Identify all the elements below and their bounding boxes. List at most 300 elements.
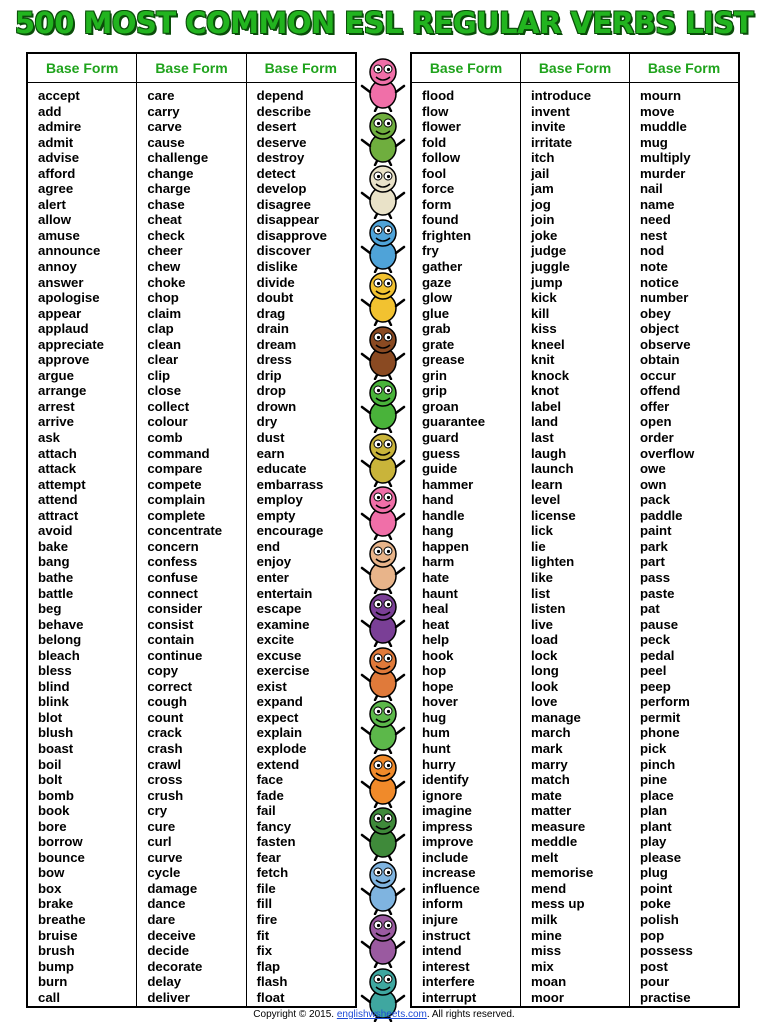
verb-item: beg	[38, 601, 62, 617]
verb-item: kick	[531, 290, 557, 306]
verb-item: guess	[422, 445, 461, 461]
verb-item: guide	[422, 461, 458, 477]
verb-item: drop	[256, 383, 286, 399]
verb-item: need	[640, 212, 671, 228]
verb-item: knit	[531, 352, 555, 368]
verb-item: attract	[38, 507, 79, 523]
verb-item: announce	[38, 243, 101, 259]
verb-item: paint	[640, 523, 672, 539]
verb-item: divide	[256, 274, 295, 290]
verb-column	[136, 54, 245, 1006]
verb-item: mix	[531, 958, 554, 974]
purple-dragon-monster-icon	[357, 589, 409, 647]
verb-item: deceive	[147, 927, 196, 943]
verb-item: live	[531, 616, 553, 632]
verb-item: crash	[147, 740, 183, 756]
verb-item: drain	[256, 321, 289, 337]
verb-item: moor	[531, 989, 564, 1005]
verb-item: pause	[640, 616, 679, 632]
verb-item: compete	[147, 476, 202, 492]
verb-item: launch	[531, 461, 574, 477]
verb-item: attend	[38, 492, 78, 508]
verb-item: chop	[147, 290, 179, 306]
verb-item: accept	[38, 88, 80, 103]
column-header: Base Form	[412, 54, 520, 83]
verb-item: book	[38, 803, 70, 819]
verb-item: knock	[531, 367, 570, 383]
verb-item: dare	[147, 911, 176, 927]
verb-item: deliver	[147, 989, 190, 1005]
verb-item: note	[640, 259, 668, 275]
verb-item: phone	[640, 725, 680, 741]
verb-item: examine	[256, 616, 310, 632]
verb-item: notice	[640, 274, 679, 290]
verb-item: bang	[38, 554, 70, 570]
verb-column	[412, 54, 520, 1006]
verb-item: nod	[640, 243, 665, 259]
verb-item: look	[531, 678, 559, 694]
page-title: 500 MOST COMMON ESL REGULAR VERBS LIST	[14, 6, 754, 40]
verb-item: collect	[147, 398, 190, 414]
verb-item: long	[531, 663, 559, 679]
verb-item: contain	[147, 632, 195, 648]
verb-item: blind	[38, 678, 70, 694]
verb-item: brush	[38, 943, 75, 959]
verb-item: license	[531, 507, 576, 523]
verb-item: hop	[422, 663, 447, 679]
verb-item: march	[531, 725, 571, 741]
verb-item: boast	[38, 740, 74, 756]
verb-item: grin	[422, 367, 447, 383]
verb-item: peep	[640, 678, 671, 694]
verb-item: hunt	[422, 740, 451, 756]
verb-item: matter	[531, 803, 572, 819]
verb-item: disapprove	[256, 227, 328, 243]
verb-item: flash	[256, 974, 288, 990]
verb-item: like	[531, 569, 553, 585]
verb-item: level	[531, 492, 561, 508]
green-crocodile-monster-icon	[357, 375, 409, 433]
purple-bat-monster-icon	[357, 910, 409, 968]
verb-item: polish	[640, 911, 679, 927]
verb-item: kiss	[531, 321, 557, 337]
verb-item: fool	[422, 165, 447, 181]
verb-item: grate	[422, 336, 455, 352]
verb-item: flow	[422, 103, 449, 119]
verb-item: nail	[640, 181, 663, 197]
verb-item: agree	[38, 181, 74, 197]
verb-item: fit	[256, 927, 270, 943]
verb-item: fold	[422, 134, 447, 150]
verb-item: pop	[640, 927, 665, 943]
verb-item: allow	[38, 212, 71, 228]
verb-item: heal	[422, 601, 449, 617]
verb-item: battle	[38, 585, 74, 601]
verb-item: help	[422, 632, 450, 648]
verb-item: breathe	[38, 911, 86, 927]
verb-item: boil	[38, 756, 62, 772]
verb-item: love	[531, 694, 558, 710]
verb-item: lock	[531, 647, 558, 663]
verb-item: educate	[256, 461, 307, 477]
verb-item: cause	[147, 134, 185, 150]
verb-item: float	[256, 989, 285, 1005]
verb-item: name	[640, 196, 675, 212]
verb-item: practise	[640, 989, 691, 1005]
verb-item: chase	[147, 196, 185, 212]
verb-item: land	[531, 414, 559, 430]
verb-item: offend	[640, 383, 681, 399]
verb-item: nest	[640, 227, 668, 243]
verb-item: gaze	[422, 274, 452, 290]
verb-item: cheat	[147, 212, 182, 228]
verb-item: fetch	[256, 865, 289, 881]
verb-item: pass	[640, 569, 671, 585]
verb-item: bathe	[38, 569, 74, 585]
verb-item: hover	[422, 694, 458, 710]
verb-item: fry	[422, 243, 439, 259]
pink-pig-monster-icon	[357, 54, 409, 112]
verb-item: fade	[256, 787, 284, 803]
verb-item: curve	[147, 849, 183, 865]
verb-item: pine	[640, 772, 668, 788]
verb-item: afford	[38, 165, 76, 181]
verb-item: judge	[531, 243, 567, 259]
verb-item: plan	[640, 803, 668, 819]
verb-item: carve	[147, 119, 182, 135]
verb-item: milk	[531, 911, 558, 927]
verb-item: jam	[531, 181, 554, 197]
verb-item: challenge	[147, 150, 209, 166]
verb-item: concern	[147, 538, 199, 554]
verb-item: bless	[38, 663, 72, 679]
verb-item: extend	[256, 756, 300, 772]
verb-item: cheer	[147, 243, 183, 259]
verb-item: exist	[256, 678, 287, 694]
verb-item: groan	[422, 398, 459, 414]
verb-item: dust	[256, 430, 285, 446]
verb-column	[629, 54, 738, 1006]
verb-item: crush	[147, 787, 184, 803]
verb-item: charge	[147, 181, 191, 197]
verb-item: disappear	[256, 212, 319, 228]
verb-item: poke	[640, 896, 671, 912]
verb-item: invite	[531, 119, 566, 135]
verb-item: copy	[147, 663, 179, 679]
verb-item: order	[640, 430, 674, 446]
verb-item: crawl	[147, 756, 182, 772]
verb-item: object	[640, 321, 679, 337]
verb-item: cycle	[147, 865, 181, 881]
verb-item: owe	[640, 461, 666, 477]
verb-item: memorise	[531, 865, 594, 881]
verb-item: enter	[256, 569, 289, 585]
verb-item: meddle	[531, 834, 578, 850]
verb-item: peel	[640, 663, 667, 679]
verb-item: marry	[531, 756, 568, 772]
verb-list	[137, 83, 245, 1005]
verb-item: knot	[531, 383, 559, 399]
verb-item: excuse	[256, 647, 302, 663]
verb-item: expect	[256, 709, 299, 725]
verb-item: decide	[147, 943, 190, 959]
verb-item: dress	[256, 352, 292, 368]
verb-column	[520, 54, 629, 1006]
verb-column	[246, 54, 355, 1006]
verb-item: destroy	[256, 150, 305, 166]
verb-item: discover	[256, 243, 311, 259]
frankenstein-monster-icon	[357, 803, 409, 861]
verb-item: cure	[147, 818, 176, 834]
verb-item: hate	[422, 569, 450, 585]
verb-item: close	[147, 383, 182, 399]
verb-item: invent	[531, 103, 570, 119]
column-header: Base Form	[247, 54, 355, 83]
verb-item: attempt	[38, 476, 86, 492]
verb-item: point	[640, 880, 673, 896]
verb-item: check	[147, 227, 185, 243]
verb-item: dry	[256, 414, 278, 430]
verb-item: bow	[38, 865, 65, 881]
copyright-footer	[0, 1009, 768, 1020]
verb-item: bruise	[38, 927, 78, 943]
verb-item: develop	[256, 181, 307, 197]
verb-item: chew	[147, 259, 181, 275]
verb-item: behave	[38, 616, 84, 632]
verb-item: load	[531, 632, 559, 648]
verb-item: kneel	[531, 336, 565, 352]
verb-item: bolt	[38, 772, 63, 788]
verb-item: impress	[422, 818, 473, 834]
green-reading-monster-icon	[357, 696, 409, 754]
verb-item: clear	[147, 352, 179, 368]
verb-item: count	[147, 709, 184, 725]
column-header: Base Form	[521, 54, 629, 83]
verb-item: burn	[38, 974, 68, 990]
verb-item: fasten	[256, 834, 296, 850]
verb-item: intend	[422, 943, 462, 959]
verb-item: blink	[38, 694, 69, 710]
verb-item: compare	[147, 461, 203, 477]
verb-item: drown	[256, 398, 297, 414]
mascot-strip	[357, 40, 409, 1010]
verb-item: injure	[422, 911, 458, 927]
verb-item: interrupt	[422, 989, 477, 1005]
verb-item: mate	[531, 787, 562, 803]
verb-item: place	[640, 787, 674, 803]
verb-item: fancy	[256, 818, 292, 834]
verb-item: grip	[422, 383, 447, 399]
verb-item: glow	[422, 290, 453, 306]
verb-item: connect	[147, 585, 198, 601]
verb-item: obtain	[640, 352, 680, 368]
rights-text: . All rights reserved.	[426, 1009, 515, 1020]
verb-item: enjoy	[256, 554, 292, 570]
verb-item: laugh	[531, 445, 567, 461]
verb-item: amuse	[38, 227, 80, 243]
brown-hairy-monster-icon	[357, 322, 409, 380]
verb-item: belong	[38, 632, 82, 648]
verb-item: cross	[147, 772, 183, 788]
verb-item: escape	[256, 601, 302, 617]
verb-item: add	[38, 103, 62, 119]
verb-item: blush	[38, 725, 74, 741]
verb-list	[247, 83, 355, 1005]
verb-item: observe	[640, 336, 691, 352]
verb-item: improve	[422, 834, 474, 850]
verb-item: continue	[147, 647, 203, 663]
verb-item: claim	[147, 305, 182, 321]
verb-item: play	[640, 834, 667, 850]
verb-item: annoy	[38, 259, 77, 275]
verb-item: pick	[640, 740, 667, 756]
verb-item: guard	[422, 430, 459, 446]
verb-item: harm	[422, 554, 455, 570]
verb-item: jail	[531, 165, 550, 181]
verb-item: empty	[256, 507, 296, 523]
verb-item: deserve	[256, 134, 307, 150]
verb-item: miss	[531, 943, 562, 959]
verb-item: mark	[531, 740, 563, 756]
verb-item: care	[147, 88, 175, 103]
verb-item: employ	[256, 492, 303, 508]
verb-item: grease	[422, 352, 465, 368]
verb-item: muddle	[640, 119, 687, 135]
verb-item: expand	[256, 694, 303, 710]
mummy-monster-icon	[357, 161, 409, 219]
verb-item: dance	[147, 896, 186, 912]
verb-item: delay	[147, 974, 182, 990]
verb-item: itch	[531, 150, 555, 166]
yellow-spotted-monster-icon	[357, 268, 409, 326]
verb-item: bump	[38, 958, 74, 974]
verb-item: dislike	[256, 259, 298, 275]
column-header: Base Form	[630, 54, 738, 83]
verb-item: argue	[38, 367, 74, 383]
verb-list	[412, 83, 520, 1005]
verb-item: move	[640, 103, 675, 119]
verb-item: detect	[256, 165, 296, 181]
verb-item: describe	[256, 103, 311, 119]
verb-item: joke	[531, 227, 558, 243]
verb-item: glue	[422, 305, 450, 321]
verb-item: consider	[147, 601, 203, 617]
column-header: Base Form	[137, 54, 245, 83]
verb-item: avoid	[38, 523, 73, 539]
verb-item: increase	[422, 865, 476, 881]
verb-item: cry	[147, 803, 168, 819]
verb-item: end	[256, 538, 281, 554]
verb-item: paddle	[640, 507, 683, 523]
verb-item: force	[422, 181, 455, 197]
verb-item: overflow	[640, 445, 695, 461]
verb-item: fill	[256, 896, 273, 912]
verb-item: heat	[422, 616, 450, 632]
verb-item: jog	[531, 196, 551, 212]
verb-item: post	[640, 958, 668, 974]
verb-item: match	[531, 772, 570, 788]
verb-item: approve	[38, 352, 90, 368]
verb-item: bomb	[38, 787, 74, 803]
verb-item: offer	[640, 398, 670, 414]
verb-item: moan	[531, 974, 567, 990]
verb-item: fire	[256, 911, 278, 927]
verb-item: excite	[256, 632, 295, 648]
verb-item: explain	[256, 725, 303, 741]
verb-item: gather	[422, 259, 463, 275]
verb-item: obey	[640, 305, 671, 321]
verb-item: guarantee	[422, 414, 486, 430]
verb-item: melt	[531, 849, 559, 865]
verb-item: jump	[531, 274, 563, 290]
verb-item: found	[422, 212, 459, 228]
verb-item: follow	[422, 150, 461, 166]
verb-item: introduce	[531, 88, 592, 103]
site-link[interactable]: englishwsheets.com	[336, 1009, 427, 1020]
verb-item: plug	[640, 865, 668, 881]
verb-item: mourn	[640, 88, 682, 103]
verb-item: embarrass	[256, 476, 324, 492]
verb-item: call	[38, 989, 60, 1005]
verb-item: last	[531, 430, 554, 446]
verb-item: lie	[531, 538, 546, 554]
verb-item: hammer	[422, 476, 474, 492]
verb-item: arrive	[38, 414, 74, 430]
verb-item: exercise	[256, 663, 310, 679]
verb-list	[28, 83, 136, 1005]
verb-item: mess up	[531, 896, 585, 912]
verb-item: bleach	[38, 647, 80, 663]
verb-item: flower	[422, 119, 461, 135]
verb-item: confuse	[147, 569, 198, 585]
verb-item: irritate	[531, 134, 573, 150]
verb-item: interest	[422, 958, 470, 974]
verb-item: correct	[147, 678, 193, 694]
verb-item: grab	[422, 321, 451, 337]
verb-item: drag	[256, 305, 286, 321]
verb-item: multiply	[640, 150, 691, 166]
verbs-table-right	[410, 52, 740, 1008]
verb-item: ask	[38, 430, 61, 446]
column-header: Base Form	[28, 54, 136, 83]
verb-item: colour	[147, 414, 188, 430]
verb-item: plant	[640, 818, 672, 834]
verb-item: pinch	[640, 756, 676, 772]
verb-item: applaud	[38, 321, 89, 337]
verb-item: measure	[531, 818, 586, 834]
verb-item: murder	[640, 165, 686, 181]
blue-robot-monster-icon	[357, 857, 409, 915]
verb-item: include	[422, 849, 469, 865]
verb-item: brake	[38, 896, 74, 912]
verb-item: frighten	[422, 227, 472, 243]
verb-item: pour	[640, 974, 670, 990]
verb-item: borrow	[38, 834, 83, 850]
verb-item: attach	[38, 445, 77, 461]
verb-item: haunt	[422, 585, 458, 601]
verb-item: hug	[422, 709, 447, 725]
verb-item: appreciate	[38, 336, 104, 352]
verb-item: park	[640, 538, 668, 554]
verb-item: label	[531, 398, 562, 414]
verb-item: list	[531, 585, 551, 601]
verb-item: cough	[147, 694, 187, 710]
verb-item: hang	[422, 523, 454, 539]
pink-pig-monster-icon	[357, 482, 409, 540]
verb-item: hand	[422, 492, 454, 508]
verb-item: number	[640, 290, 689, 306]
verb-item: kill	[531, 305, 550, 321]
